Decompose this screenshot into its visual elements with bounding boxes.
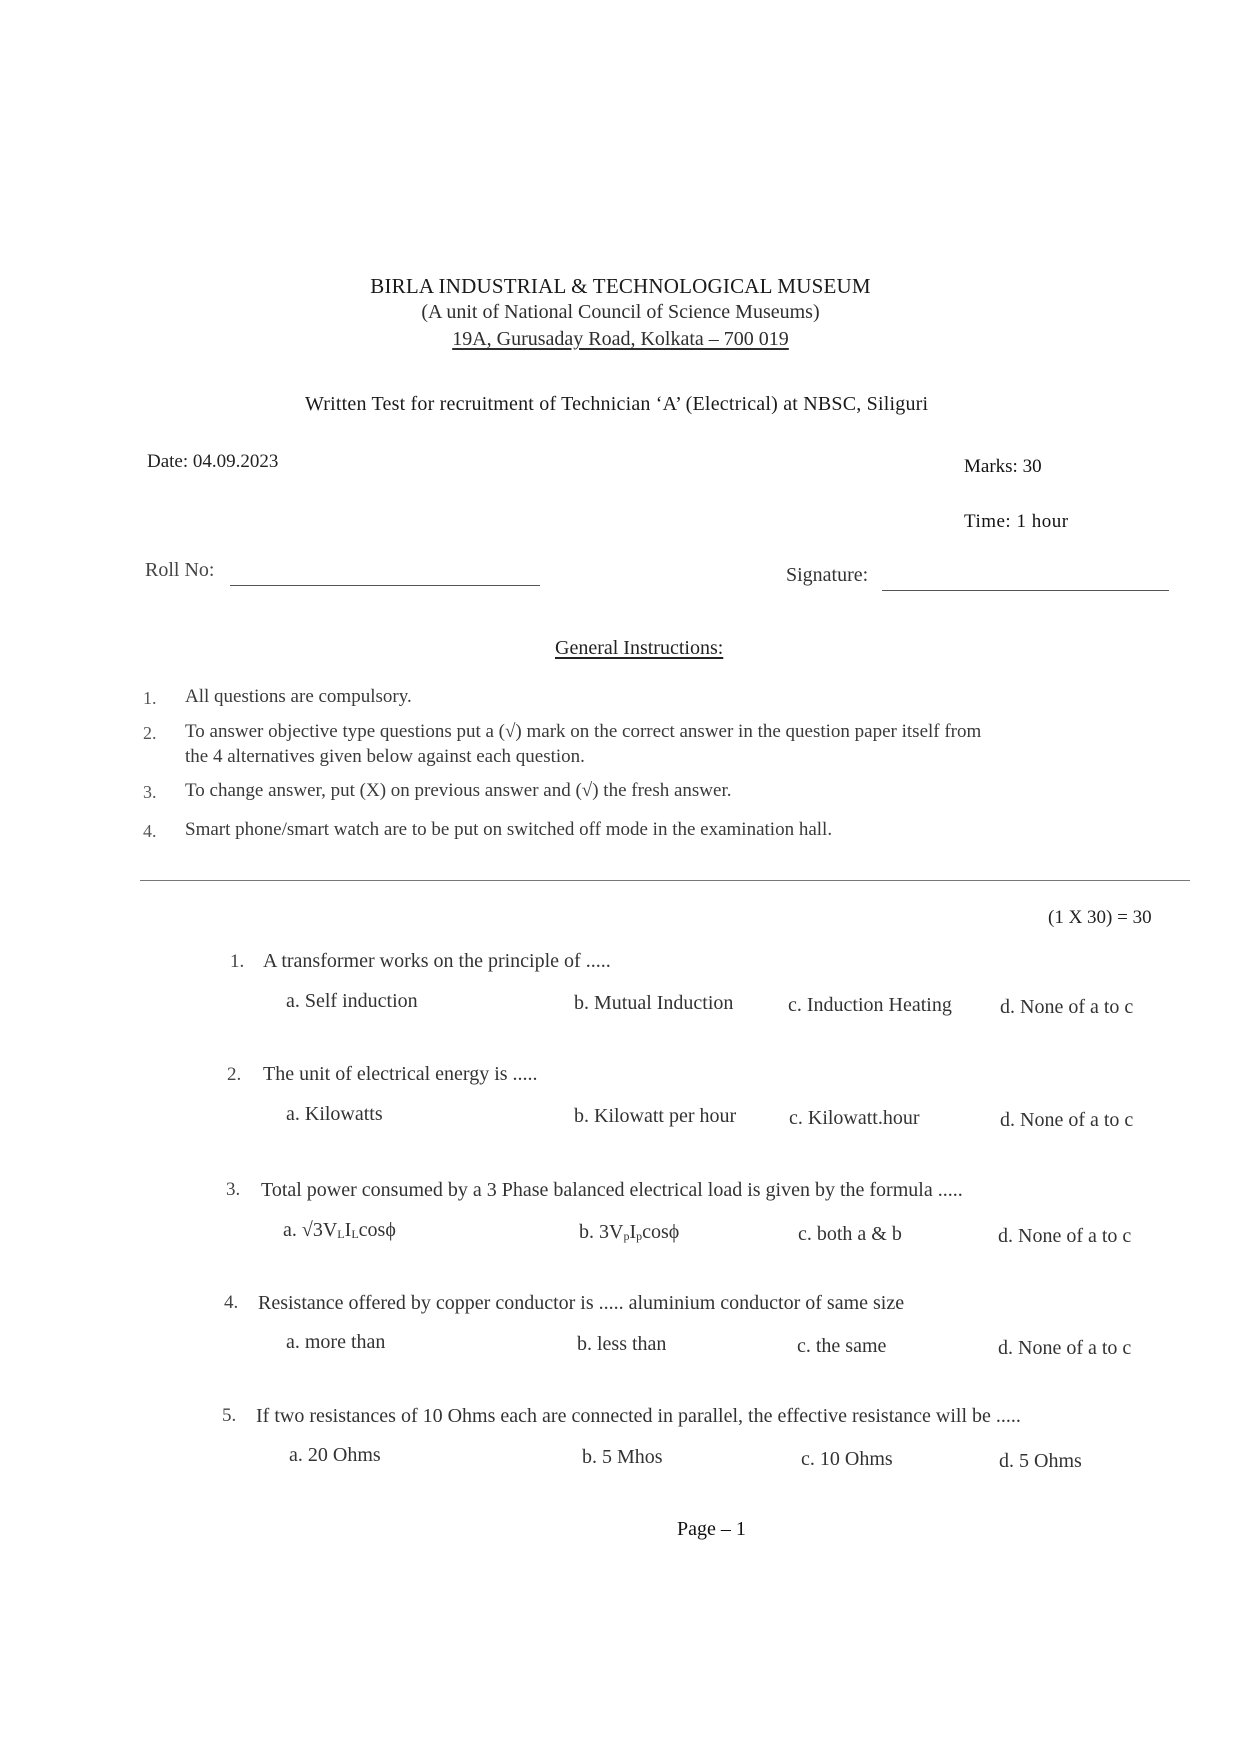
section-divider [140,880,1190,881]
formula-part: cosϕ [642,1221,680,1243]
option-d[interactable]: d. None of a to c [998,1337,1132,1359]
question-text: A transformer works on the principle of ..... [263,950,611,972]
question-number: 3. [226,1179,241,1200]
option-c[interactable]: c. 10 Ohms [801,1448,893,1470]
option-c[interactable]: c. both a & b [798,1223,902,1245]
question-number: 2. [227,1064,242,1085]
section-score: (1 X 30) = 30 [1048,907,1152,928]
option-b[interactable] [579,1221,679,1244]
question-number: 1. [230,951,245,972]
option-a[interactable]: a. more than [286,1331,386,1353]
option-a[interactable]: a. 20 Ohms [289,1444,381,1466]
option-d[interactable]: d. None of a to c [1000,1109,1134,1131]
option-c[interactable]: c. the same [797,1335,887,1357]
signature-label: Signature: [786,564,869,586]
option-a[interactable] [283,1219,396,1242]
instruction-text: Smart phone/smart watch are to be put on switched off mode in the examination hall. [185,819,833,840]
roll-no-field[interactable] [230,585,540,586]
instruction-number: 4. [143,821,157,841]
option-b[interactable]: b. 5 Mhos [582,1446,663,1468]
formula-part: cosϕ [358,1219,396,1241]
organization-unit: (A unit of National Council of Science Museums) [421,301,820,323]
option-c[interactable]: c. Kilowatt.hour [789,1107,920,1129]
subscript: L [337,1227,345,1241]
option-b[interactable]: b. less than [577,1333,667,1355]
question-text: If two resistances of 10 Ohms each are connected in parallel, the effective resistance will be ..... [256,1405,1021,1427]
subscript: L [351,1227,359,1241]
test-title: Written Test for recruitment of Technician ‘A’ (Electrical) at NBSC, Siliguri [305,393,929,415]
instructions-title: General Instructions: [555,637,724,659]
organization-address [0,328,1241,351]
option-c[interactable]: c. Induction Heating [788,994,952,1016]
option-a[interactable]: a. Kilowatts [286,1103,383,1125]
option-d[interactable]: d. None of a to c [1000,996,1134,1018]
instruction-text: All questions are compulsory. [185,686,412,707]
formula-part: I [344,1219,352,1241]
organization-name: BIRLA INDUSTRIAL & TECHNOLOGICAL MUSEUM [370,274,871,298]
formula-part: I [629,1221,637,1243]
instruction-text: To change answer, put (X) on previous answer and (√) the fresh answer. [185,780,732,801]
formula-part: a. √3V [283,1219,338,1241]
instruction-number: 1. [143,688,157,708]
formula-part: b. 3V [579,1221,624,1243]
address-text: 19A, Gurusaday Road, Kolkata – 700 019 [452,328,789,350]
instruction-text: To answer objective type questions put a (√) mark on the correct answer in the question paper itself from [185,721,982,742]
instruction-number: 3. [143,782,157,802]
question-text: Resistance offered by copper conductor is ..... aluminium conductor of same size [258,1292,905,1314]
option-d[interactable]: d. None of a to c [998,1225,1132,1247]
test-date: Date: 04.09.2023 [147,451,279,472]
option-b[interactable]: b. Mutual Induction [574,992,734,1014]
option-d[interactable]: d. 5 Ohms [999,1450,1082,1472]
option-a[interactable]: a. Self induction [286,990,418,1012]
question-text: Total power consumed by a 3 Phase balanced electrical load is given by the formula ..... [261,1179,963,1201]
instruction-text-continued: the 4 alternatives given below against each question. [185,746,585,767]
total-marks: Marks: 30 [964,456,1042,477]
time-limit: Time: 1 hour [964,511,1069,532]
subscript: p [636,1229,643,1243]
subscript: p [623,1229,630,1243]
option-b[interactable]: b. Kilowatt per hour [574,1105,737,1127]
question-number: 4. [224,1292,239,1313]
roll-no-label: Roll No: [145,559,215,581]
question-text: The unit of electrical energy is ..... [263,1063,538,1085]
signature-field[interactable] [882,590,1169,591]
instruction-number: 2. [143,723,157,743]
question-number: 5. [222,1405,237,1426]
page-number: Page – 1 [677,1518,746,1540]
